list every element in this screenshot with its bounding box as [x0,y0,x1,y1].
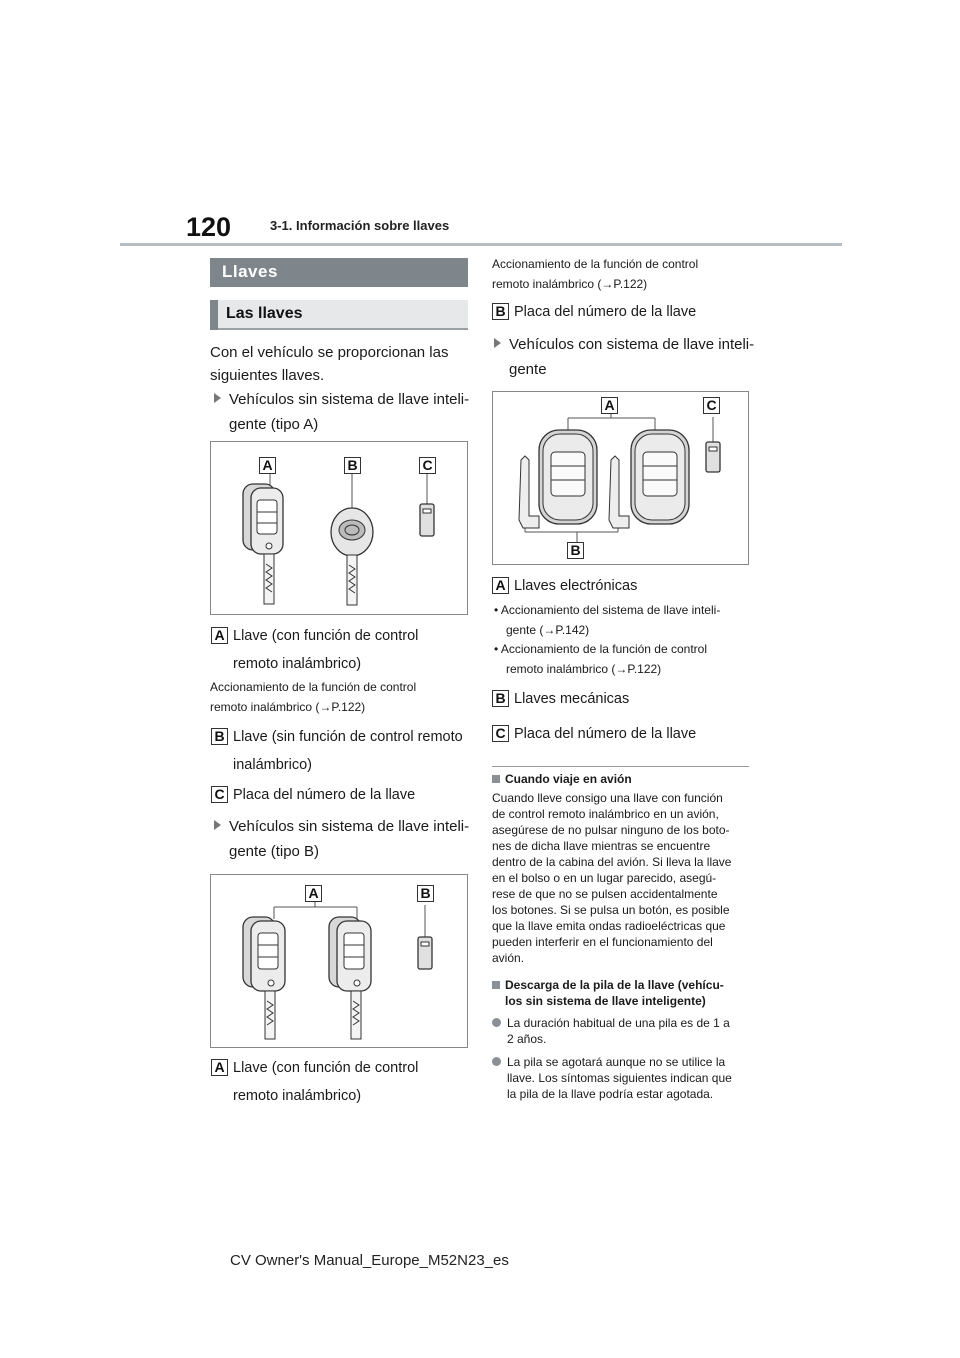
item-text-line: Llave (con función de control [233,1060,419,1076]
right-item-c-text: Placa del número de la llave [514,726,697,742]
battery-dot-2 [492,1054,732,1102]
group2-line: Vehículos sin sistema de llave inteli- [229,818,470,835]
travel-line: pueden interferir en el funcionamiento del [492,935,713,949]
item-text-line: inalámbrico) [233,757,312,773]
battery-line: La pila se agotará aunque no se utilice la [507,1055,726,1069]
item-label-c: C [492,725,509,742]
heading-main-text: Llaves [222,262,278,281]
travel-body [492,790,752,966]
item-label-b: B [211,728,228,745]
heading-main [210,258,468,287]
figure-callout-b: B [344,457,361,474]
heading-sub [210,300,468,330]
figure-keys-type-a [210,441,468,615]
page-number: 120 [186,212,232,242]
travel-title [492,771,632,787]
item-text-line: Llave (con función de control [233,628,419,644]
battery-title [492,977,724,1009]
item-label-b: B [492,303,509,320]
item-b-text [233,723,463,779]
intro-line: Con el vehículo se proporcionan las [210,344,449,361]
group2-heading [214,814,469,864]
battery-title-line: los sin sistema de llave inteligente) [505,994,706,1008]
travel-line: asegúrese de no pulsar ninguno de los boto- [492,823,730,837]
figure-callout-a: A [305,885,322,902]
group2-line: gente (tipo B) [229,843,320,860]
item-a-note [210,677,416,717]
triangle-bullet-icon [494,338,501,348]
figure-callout-b: B [567,542,584,559]
circle-bullet-icon [492,1057,501,1066]
figure-callout-c: C [419,457,436,474]
figure-callout-b: B [417,885,434,902]
bullet-line: gente (→P.142) [506,623,590,637]
triangle-bullet-icon [214,393,221,403]
right-note [492,254,698,294]
figure-smart-keys [492,391,749,565]
group3-heading [494,332,754,382]
item-label-a: A [492,577,509,594]
footer-text: CV Owner's Manual_Europe_M52N23_es [230,1252,509,1269]
item-c-text: Placa del número de la llave [233,787,416,803]
travel-line: en el bolso o en un lugar parecido, asegú- [492,871,717,885]
right-item-a-text: Llaves electrónicas [514,578,638,594]
triangle-bullet-icon [214,820,221,830]
note-line: Accionamiento de la función de control [210,680,417,694]
travel-line: Cuando lleve consigo una llave con función [492,791,723,805]
group1-heading [214,387,469,437]
travel-line: que la llave emita ondas radioeléctricas que [492,919,726,933]
item-label-c: C [211,786,228,803]
bullet-line: remoto inalámbrico (→P.122) [506,662,662,676]
item-a2-text [233,1054,418,1110]
travel-line: avión. [492,951,525,965]
travel-line: los botones. Si se pulsa un botón, es posible [492,903,730,917]
heading-sub-text: Las llaves [226,305,303,322]
group3-line: Vehículos con sistema de llave inteli- [509,336,755,353]
item-label-a: A [211,627,228,644]
group1-line: Vehículos sin sistema de llave inteli- [229,391,470,408]
figure-keys-type-b [210,874,468,1048]
travel-line: nes de dicha llave mientras se encuentre [492,839,711,853]
intro-text [210,341,448,387]
item-text-line: remoto inalámbrico) [233,656,362,672]
square-bullet-icon [492,981,500,989]
item-label-b: B [492,690,509,707]
bullet-line: • Accionamiento de la función de control [494,642,707,656]
battery-line: La duración habitual de una pila es de 1 a [507,1016,730,1030]
group3-line: gente [509,361,547,378]
figure-callout-a: A [259,457,276,474]
bullet-1 [494,600,720,640]
header-rule [120,243,842,246]
section-header: 3-1. Información sobre llaves [270,218,450,233]
travel-title-text: Cuando viaje en avión [505,772,632,786]
bullet-line: • Accionamiento del sistema de llave inteli- [494,603,721,617]
battery-line: llave. Los síntomas siguientes indican que [507,1071,732,1085]
item-text-line: Llave (sin función de control remoto [233,729,463,745]
group1-line: gente (tipo A) [229,416,319,433]
intro-line: siguientes llaves. [210,367,325,384]
item-label-a: A [211,1059,228,1076]
travel-line: dentro de la cabina del avión. Si lleva la llave [492,855,732,869]
right-item-b2-text: Llaves mecánicas [514,691,630,707]
battery-title-line: Descarga de la pila de la llave (vehícu- [505,978,724,992]
right-item-b-text: Placa del número de la llave [514,304,697,320]
square-bullet-icon [492,775,500,783]
travel-line: rese de que no se pulsen accidentalmente [492,887,718,901]
note-line: remoto inalámbrico (→P.122) [210,700,366,714]
section-divider [492,766,749,767]
item-a-text [233,622,418,678]
circle-bullet-icon [492,1018,501,1027]
figure-callout-c: C [703,397,720,414]
item-text-line: remoto inalámbrico) [233,1088,362,1104]
battery-line: la pila de la llave podría estar agotada. [507,1087,714,1101]
bullet-2 [494,639,707,679]
travel-line: de control remoto inalámbrico en un avión, [492,807,719,821]
figure-callout-a: A [601,397,618,414]
battery-dot-1 [492,1015,730,1047]
battery-line: 2 años. [507,1032,547,1046]
note-line: Accionamiento de la función de control [492,257,699,271]
note-line: remoto inalámbrico (→P.122) [492,277,648,291]
smart-keys-illustration [493,392,750,566]
